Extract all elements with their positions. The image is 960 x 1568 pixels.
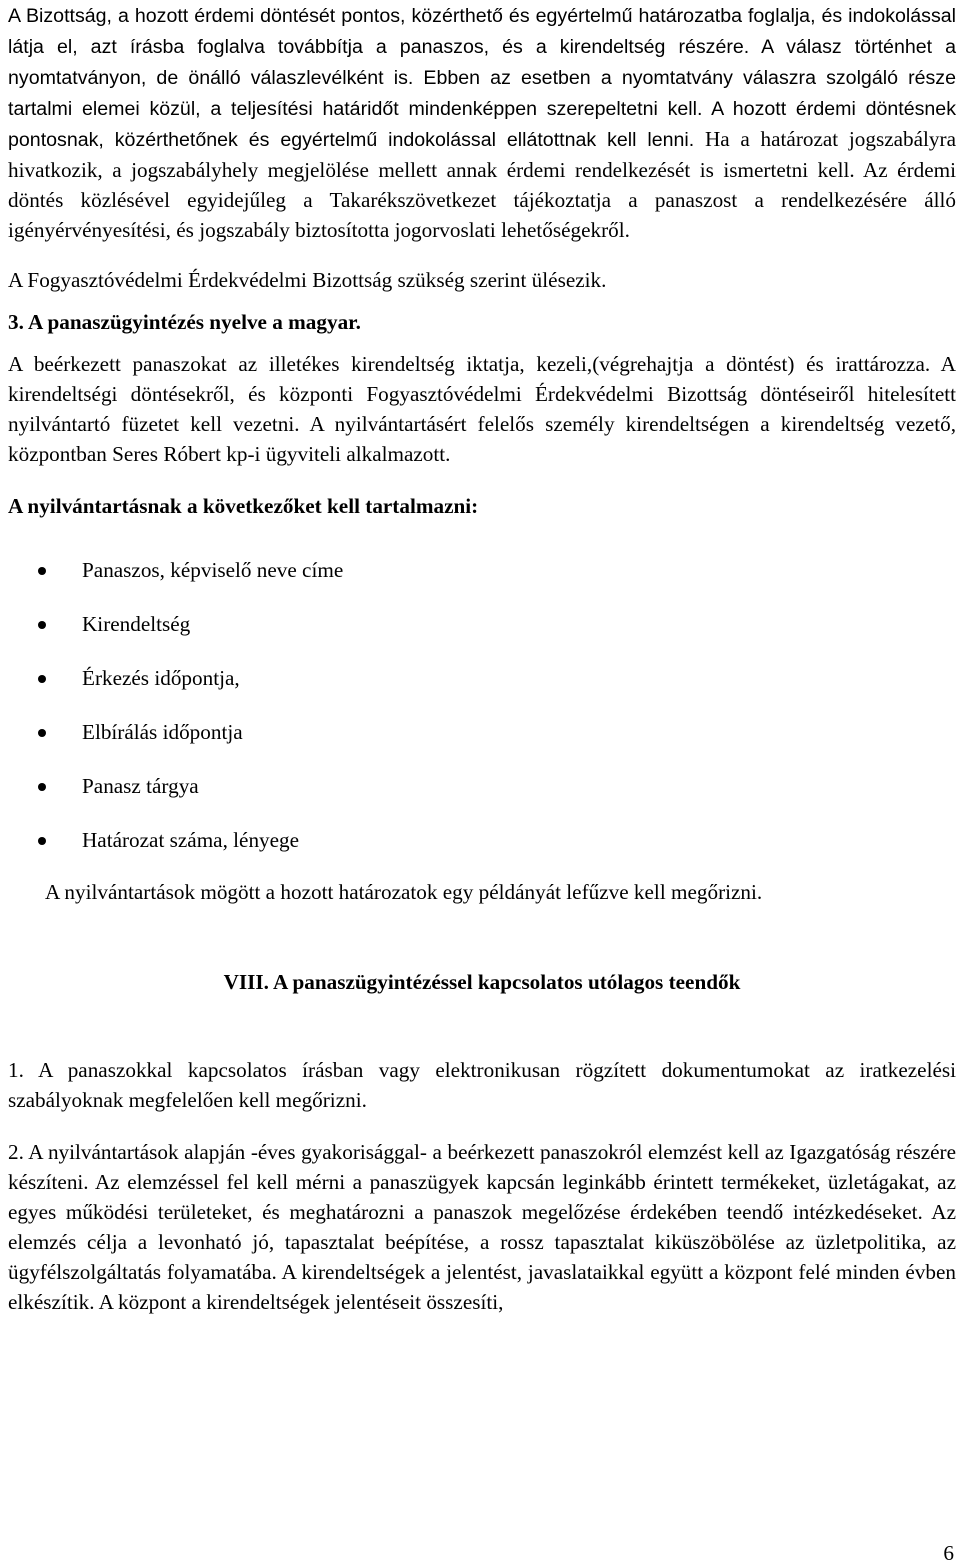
bullet-icon [38, 783, 46, 791]
paragraph-keep-copies: A nyilvántartások mögött a hozott határozatok egy példányát lefűzve kell megőrizni. [45, 880, 763, 904]
list-item [8, 825, 956, 879]
list-item [8, 663, 956, 717]
paragraph-annual-analysis: 2. A nyilvántartások alapján -éves gyakorisággal- a beérkezett panaszokról elemzést kell az Igazgatóság részére készíteni. Az elemzéssel fel kell mérni a panaszügyek kapcsán leginkább érintett termékeket, üzletágakat, az egyes működési területeket, és meghatározni a panaszok megelőzése érdekében teendő intézkedéseket. Az elemzés célja a levonható jó, tapasztalat beépítése, a rossz tapasztalat kiküszöbölése az üzletpolitika, az ügyfélszolgáltatás folyamatába. A kirendeltségek a jelentést, javaslataikkal együtt a központ felé minden évben elkészítik. A központ a kirendeltségek jelentéseit összesíti, [8, 1140, 956, 1314]
bullet-icon [38, 675, 46, 683]
paragraph-registration: A beérkezett panaszokat az illetékes kirendeltség iktatja, kezeli,(végrehajtja a döntést) és irattározza. A kirendeltségi döntésekről, és központi Fogyasztóvédelmi Érdekvédelmi Bizottság döntéseiről hitelesített nyilvántartó füzetet kell vezetni. A nyilvántartásért felelős személy kirendeltségen a kirendeltség vezető, központban Seres Róbert kp-i ügyviteli alkalmazott. [8, 352, 956, 466]
list-item [8, 609, 956, 663]
bullet-icon [38, 621, 46, 629]
register-contents-list [8, 555, 956, 879]
list-item-text: Elbírálás időpontja [82, 720, 243, 744]
paragraph-bizottsag-decision-part-a: A Bizottság, a hozott érdemi döntését pontos, közérthető és egyértelmű határozatba foglalja, és indokolással látja el, azt írásba foglalva továbbítja a panaszos, és a kirendeltség részére. A válasz történhet a nyomtatványon, de önálló válaszlevélként is. Ebben az esetben a nyomtatvány válaszra szolgáló része tartalmi elemei közül, a teljesítési határidőt mindenképpen szerepeltetni kell. A hozott érdemi döntésnek pontosnak, közérthetőnek és egyértelmű indokolással ellátottnak kell lenni. [8, 5, 956, 151]
list-item-text: Kirendeltség [82, 612, 191, 636]
paragraph-committee-meeting: A Fogyasztóvédelmi Érdekvédelmi Bizottság szükség szerint ülésezik. [8, 268, 607, 292]
heading-language: 3. A panaszügyintézés nyelve a magyar. [8, 310, 361, 334]
document-page [8, 0, 956, 1317]
paragraph-bizottsag-decision-part-b: Ha a határozat jogszabályra hivatkozik, a jogszabályhely megjelölése mellett annak érdemi rendelkezését is ismertetni kell. Az érdemi döntés közlésével egyidejűleg a Takarékszövetkezet tájékoztatja a panaszost a rendelkezésére álló igényérvényesítési, és jogszabály biztosította jogorvoslati lehetőségekről. [8, 127, 956, 242]
bullet-icon [38, 729, 46, 737]
page-number: 6 [943, 1541, 954, 1565]
bullet-icon [38, 567, 46, 575]
list-item-text: Határozat száma, lényege [82, 828, 300, 852]
list-item [8, 771, 956, 825]
section-heading-viii: VIII. A panaszügyintézéssel kapcsolatos utólagos teendők [223, 970, 741, 994]
heading-register-contents: A nyilvántartásnak a következőket kell tartalmazni: [8, 494, 479, 518]
paragraph-document-retention: 1. A panaszokkal kapcsolatos írásban vagy elektronikusan rögzített dokumentumokat az iratkezelési szabályoknak megfelelően kell megőrizni. [8, 1058, 956, 1112]
list-item [8, 555, 956, 609]
list-item-text: Érkezés időpontja, [82, 666, 240, 690]
bullet-icon [38, 837, 46, 845]
list-item [8, 717, 956, 771]
list-item-text: Panaszos, képviselő neve címe [82, 558, 344, 582]
list-item-text: Panasz tárgya [82, 774, 199, 798]
paragraph-bizottsag-decision [8, 0, 956, 245]
